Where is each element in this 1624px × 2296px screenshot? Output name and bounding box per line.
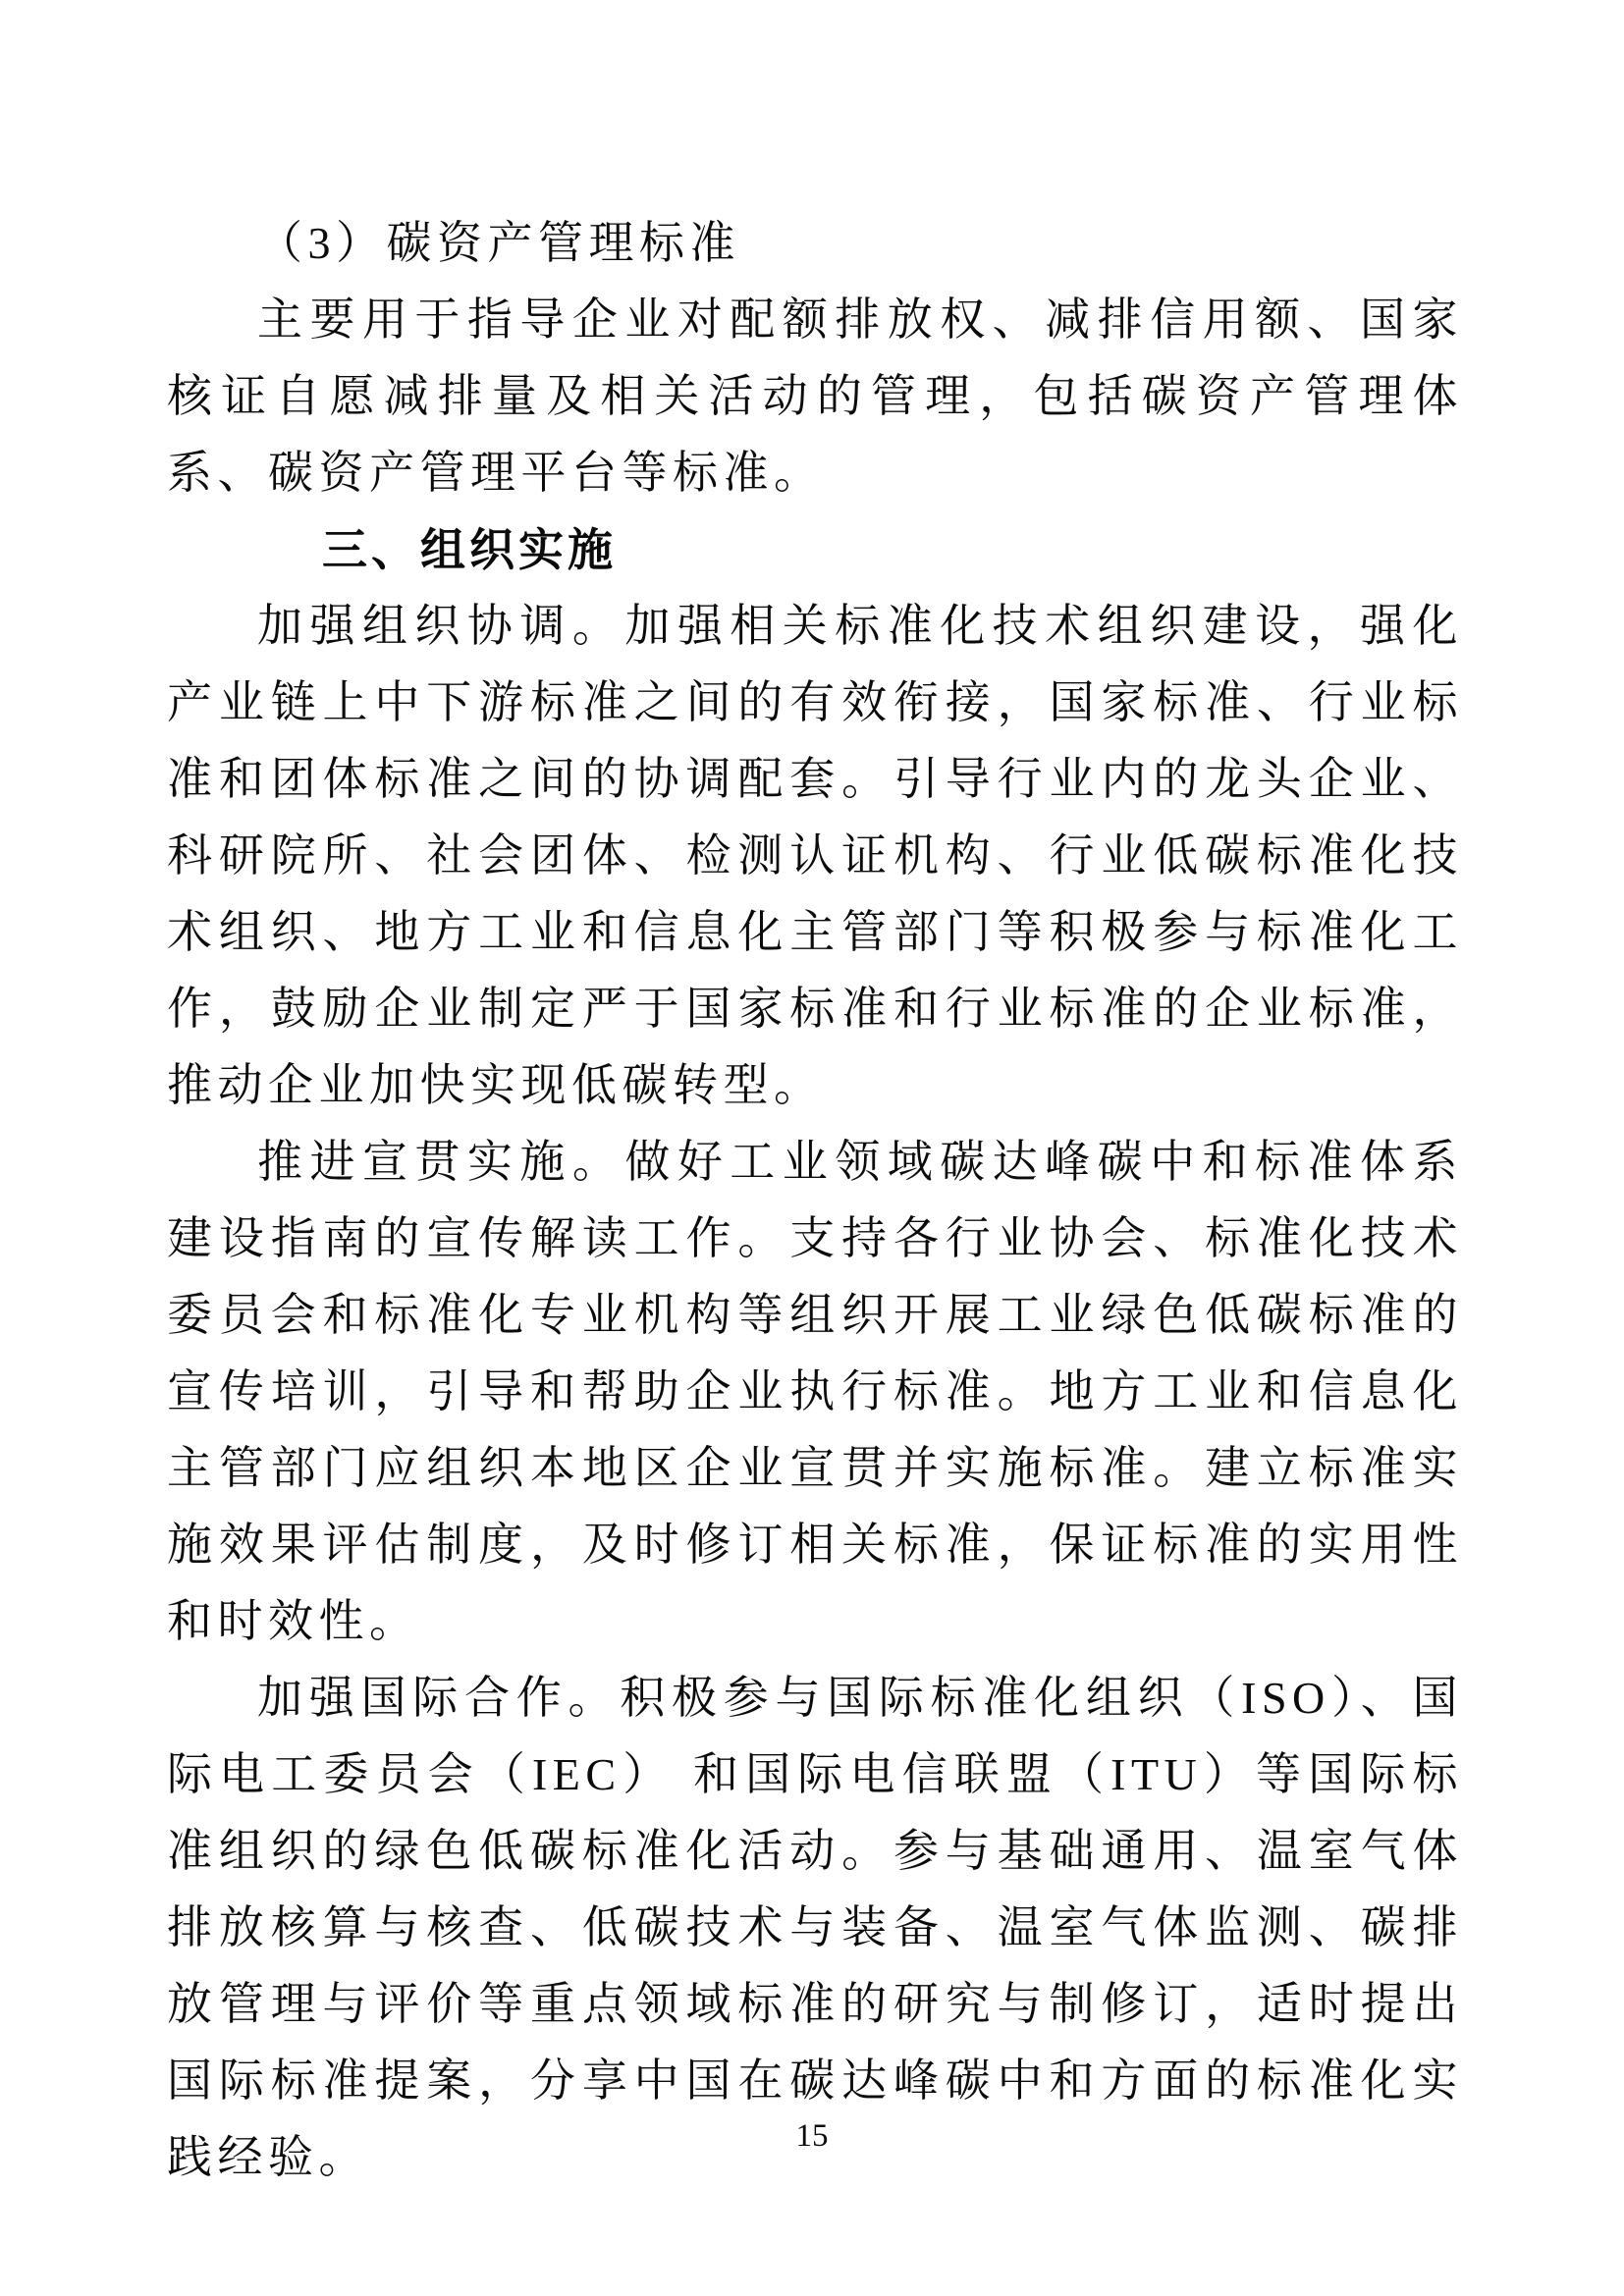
page-body-text <box>167 205 1463 2196</box>
paragraph-promote-implementation: 推进宣贯实施。做好工业领域碳达峰碳中和标准体系建设指南的宣传解读工作。支持各行业协会、标准化技术委员会和标准化专业机构等组织开展工业绿色低碳标准的宣传培训，引导和帮助企业执行标准。地方工业和信息化主管部门应组织本地区企业宣贯并实施标准。建立标准实施效果评估制度，及时修订相关标准，保证标准的实用性和时效性。 <box>167 1137 1463 1646</box>
paragraph-international-cooperation: 加强国际合作。积极参与国际标准化组织（ISO）、国际电工委员会（IEC） 和国际电信联盟（ITU）等国际标准组织的绿色低碳标准化活动。参与基础通用、温室气体排放核算与核查、低碳技术与装备、温室气体监测、碳排放管理与评价等重点领域标准的研究与制修订，适时提出国际标准提案，分享中国在碳达峰碳中和方面的标准化实践经验。 <box>167 1673 1463 2182</box>
page-number: 15 <box>795 2118 829 2154</box>
paragraph-carbon-asset-body: 主要用于指导企业对配额排放权、减排信用额、国家核证自愿减排量及相关活动的管理，包括碳资产管理体系、碳资产管理平台等标准。 <box>167 294 1463 498</box>
subheading-carbon-asset-standards: （3）碳资产管理标准 <box>257 218 740 268</box>
section-heading-organization-implementation: 三、组织实施 <box>322 524 617 575</box>
paragraph-strengthen-coordination: 加强组织协调。加强相关标准化技术组织建设，强化产业链上中下游标准之间的有效衔接，国家标准、行业标准和团体标准之间的协调配套。引导行业内的龙头企业、科研院所、社会团体、检测认证机构、行业低碳标准化技术组织、地方工业和信息化主管部门等积极参与标准化工作，鼓励企业制定严于国家标准和行业标准的企业标准，推动企业加快实现低碳转型。 <box>167 601 1463 1110</box>
